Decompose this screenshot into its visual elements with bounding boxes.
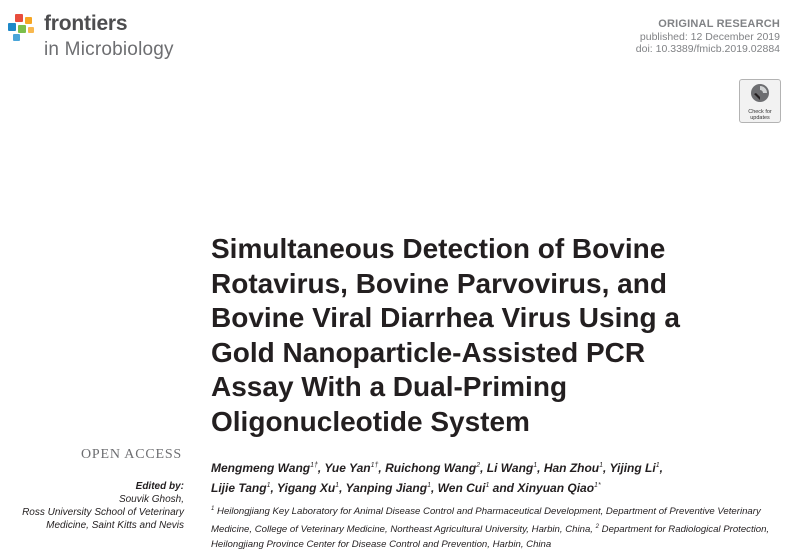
editor-affiliation: Ross University School of Veterinary	[22, 507, 184, 518]
article-title	[211, 232, 771, 439]
author-sup: 1	[533, 462, 538, 469]
author-line-1	[211, 461, 663, 475]
author-name[interactable]: Yigang Xu	[276, 481, 336, 495]
author-separator: ,	[378, 461, 386, 475]
affiliation-sup: 1	[211, 506, 215, 512]
author-name[interactable]: Mengmeng Wang	[211, 461, 311, 475]
title-line: Oligonucleotide System	[211, 405, 530, 437]
author-sup: 1	[335, 482, 340, 489]
frontiers-logo-icon	[8, 14, 38, 44]
title-line: Gold Nanoparticle-Assisted PCR	[211, 336, 646, 368]
title-line: Simultaneous Detection of Bovine	[211, 233, 666, 264]
crossmark-icon	[750, 83, 770, 103]
author-separator: ,	[537, 461, 544, 475]
affiliations	[211, 502, 771, 553]
article-meta	[636, 18, 780, 56]
author-separator: ,	[430, 481, 438, 495]
doi-link[interactable]: doi: 10.3389/fmicb.2019.02884	[635, 43, 780, 55]
author-sup: 1	[599, 462, 604, 469]
published-date: published: 12 December 2019	[639, 30, 780, 43]
editor-affiliation: Medicine, Saint Kitts and Nevis	[46, 520, 184, 531]
title-line: Rotavirus, Bovine Parvovirus, and	[211, 267, 667, 299]
author-name[interactable]: Lijie Tang	[211, 481, 267, 495]
badge-label	[740, 109, 780, 121]
badge-line-2: updates	[750, 115, 770, 121]
author-sup: 1	[266, 482, 271, 489]
affiliation-text: Department for Radiological Protection, Heilongjiang Province Center for Disease Control and Prevention, Harbin, China	[211, 523, 770, 551]
open-access-label: OPEN ACCESS	[81, 447, 182, 462]
brand-name: frontiers	[44, 12, 128, 35]
author-name[interactable]: Xinyuan Qiao	[517, 481, 595, 495]
edited-by-block	[22, 480, 184, 532]
affiliation-text: Heilongjiang Key Laboratory for Animal Disease Control and Pharmaceutical Development, Department of Preventive Veterinary Medicine, College of Veterinary Medicine, Northeast Agricultural University, Harbin, China,	[211, 506, 761, 535]
author-name[interactable]: Yanping Jiang	[345, 481, 428, 495]
journal-logo[interactable]	[8, 12, 208, 62]
author-sup: 1	[485, 482, 490, 489]
author-name[interactable]: Yijing Li	[609, 461, 656, 475]
author-separator: ,	[339, 481, 346, 495]
badge-line-1: Check for	[748, 109, 772, 115]
edited-by-label: Edited by:	[135, 481, 184, 492]
author-separator: and	[489, 481, 518, 495]
author-sup: 1†	[370, 462, 379, 469]
article-type: ORIGINAL RESEARCH	[658, 18, 780, 30]
author-list	[211, 457, 761, 497]
author-name[interactable]: Wen Cui	[437, 481, 486, 495]
author-separator: ,	[317, 461, 325, 475]
author-sup: 1	[427, 482, 431, 489]
affiliation-sup: 2	[595, 523, 599, 530]
author-separator: ,	[480, 461, 487, 475]
title-line: Assay With a Dual-Priming	[211, 371, 568, 402]
author-separator: ,	[659, 461, 663, 475]
author-line-2	[211, 481, 601, 495]
author-name[interactable]: Li Wang	[486, 461, 534, 475]
author-sup: 1	[655, 462, 660, 469]
author-sup: 1*	[594, 482, 601, 489]
author-name[interactable]: Han Zhou	[543, 461, 600, 475]
check-for-updates-button[interactable]	[739, 79, 781, 123]
title-line: Bovine Viral Diarrhea Virus Using a	[211, 302, 680, 333]
author-separator: ,	[603, 461, 610, 475]
author-sup: 2	[476, 462, 481, 469]
author-sup: 1†	[310, 462, 318, 469]
author-name[interactable]: Yue Yan	[324, 461, 371, 475]
journal-name: in Microbiology	[44, 39, 174, 60]
editor-name[interactable]: Souvik Ghosh,	[118, 494, 184, 505]
author-separator: ,	[270, 481, 277, 495]
author-name[interactable]: Ruichong Wang	[385, 461, 477, 475]
